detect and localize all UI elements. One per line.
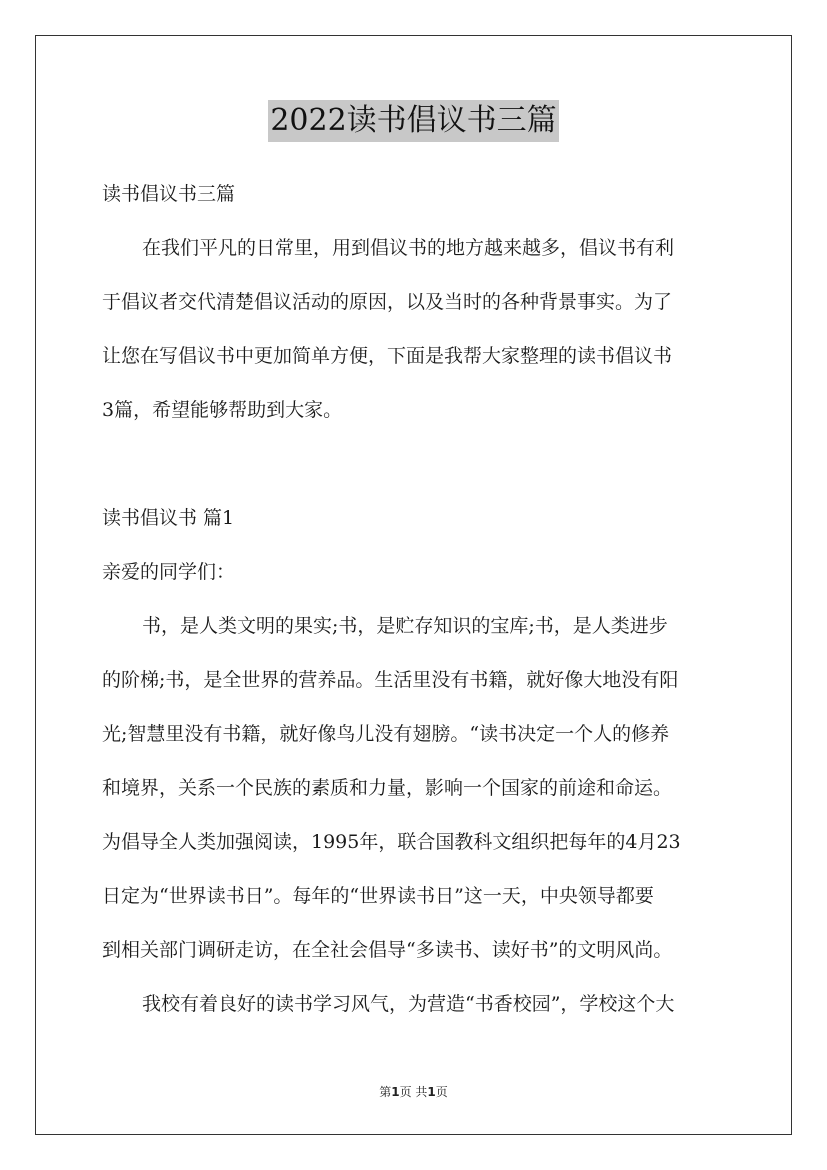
page-footer <box>0 1083 827 1101</box>
blank-line <box>102 437 728 491</box>
paragraph-line: 的阶梯;书，是全世界的营养品。生活里没有书籍，就好像大地没有阳 <box>102 669 679 691</box>
salutation: 亲爱的同学们： <box>102 561 236 583</box>
paragraph-line: 日定为“世界读书日”。每年的“世界读书日”这一天，中央领导都要 <box>102 885 654 907</box>
footer-total-pages: 1 <box>427 1085 436 1099</box>
footer-prefix: 第 <box>379 1085 392 1099</box>
paragraph-line: 书，是人类文明的果实;书，是贮存知识的宝库;书，是人类进步 <box>142 615 668 637</box>
intro-line: 3篇，希望能够帮助到大家。 <box>102 399 343 421</box>
document-title: 2022读书倡议书三篇 <box>268 100 558 142</box>
document-subtitle: 读书倡议书三篇 <box>102 183 236 205</box>
paragraph-line: 为倡导全人类加强阅读，1995年，联合国教科文组织把每年的4月23 <box>102 831 681 853</box>
intro-line: 于倡议者交代清楚倡议活动的原因，以及当时的各种背景事实。为了 <box>102 291 673 313</box>
paragraph-line: 到相关部门调研走访，在全社会倡导“多读书、读好书”的文明风尚。 <box>102 939 673 961</box>
intro-line: 让您在写倡议书中更加简单方便，下面是我帮大家整理的读书倡议书 <box>102 345 673 367</box>
paragraph-line: 和境界，关系一个民族的素质和力量，影响一个国家的前途和命运。 <box>102 777 673 799</box>
document-body <box>102 167 728 1031</box>
paragraph-line: 我校有着良好的读书学习风气，为营造“书香校园”，学校这个大 <box>142 993 675 1015</box>
footer-page-number: 1 <box>391 1085 400 1099</box>
intro-line: 在我们平凡的日常里，用到倡议书的地方越来越多，倡议书有利 <box>142 237 675 259</box>
footer-suffix: 页 <box>435 1085 448 1099</box>
section-heading: 读书倡议书 篇1 <box>102 507 235 529</box>
paragraph-line: 光;智慧里没有书籍，就好像鸟儿没有翅膀。“读书决定一个人的修养 <box>102 723 670 745</box>
footer-mid: 页 共 <box>399 1085 428 1099</box>
title-area <box>0 100 827 142</box>
